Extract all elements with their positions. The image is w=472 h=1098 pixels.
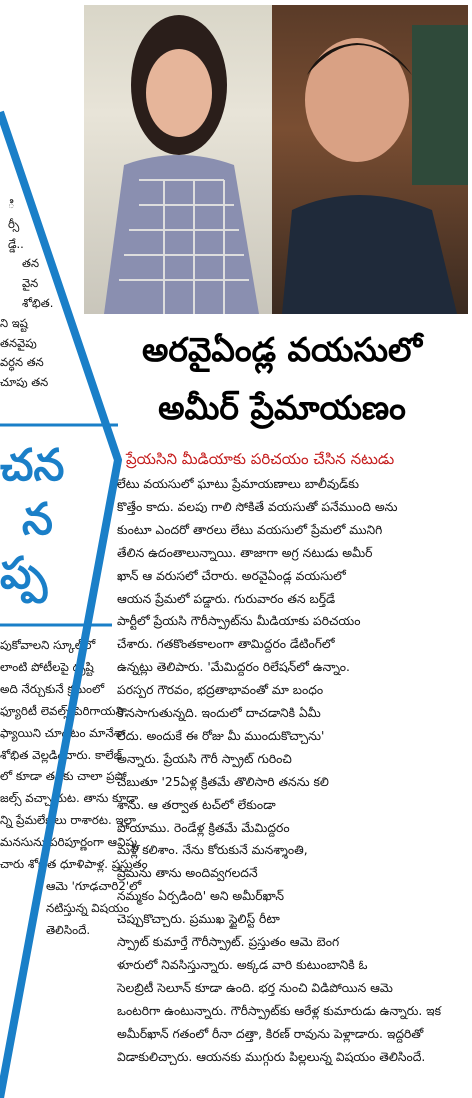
adjacent-article-line: డ్డే.. bbox=[8, 236, 24, 251]
adjacent-article-line: ర్సీ bbox=[8, 216, 20, 231]
adjacent-article-line: వర్ధన తన bbox=[0, 355, 44, 370]
adjacent-headline-fragment: న bbox=[22, 494, 53, 545]
adjacent-article-line: ఫ్యూరిటీ లెవల్స్ పెరిగాయని, bbox=[0, 703, 128, 718]
article-line: చెబుతూ '25ఏళ్ల క్రితమే తొలిసారి తనను కలి bbox=[117, 774, 329, 789]
adjacent-headline-fragment: చన bbox=[0, 440, 65, 491]
article-line: శాను. ఆ తర్వాత టచ్‌లో లేకుండా bbox=[117, 797, 276, 812]
adjacent-article-line: ఆమె 'గూఢచారి2'లో bbox=[46, 878, 142, 893]
adjacent-article-line: ఫ్యాయిని చూడటం మానేశా bbox=[0, 725, 125, 740]
article-line: స్ప్రాట్ కుమార్తే గౌరీస్ప్రాట్. ప్రస్తుతం ఆమె బెంగ bbox=[117, 935, 340, 949]
article-line: ఖాన్ ఆ వరుసలో చేరారు. అరవైఏండ్ల వయసులో bbox=[117, 568, 346, 583]
adjacent-article-line: న్ని ప్రేమలేఖలు రాశారట. ఇలా bbox=[0, 813, 136, 828]
article-line: సెలబ్రిటీ సెలూన్ కూడా ఉంది. భర్త నుంచి విడిపోయిన ఆమె bbox=[117, 980, 393, 995]
adjacent-article-line: తన bbox=[22, 256, 40, 271]
article-line: పరస్పర గౌరవం, భద్రతాభావంతో మా బంధం bbox=[117, 683, 324, 698]
article-line: తేలిన ఉదంతాలున్నాయి. తాజాగా అగ్ర నటుడు అమీర్ bbox=[117, 545, 373, 560]
article-line: విడాకులిచ్చారు. ఆయనకు ముగ్గురు పిల్లలున్న విషయం తెలిసిందే. bbox=[117, 1049, 426, 1064]
article-line: మళ్లీ కలిశాం. నేను కోరుకునే మనశ్శాంతి, bbox=[117, 843, 308, 858]
adjacent-article-line: మనసును పరిపూర్ణంగా ఆవిష్క bbox=[0, 835, 141, 850]
article-line: అన్నారు. ప్రేయసి గౌరీ స్ప్రాట్ గురించి bbox=[117, 751, 292, 766]
article-line: ళూరులో నివసిస్తున్నారు. అక్కడ వారి కుటుంబానికి ఓ bbox=[117, 957, 368, 972]
subheadline: ప్రేయసిని మీడియాకు పరిచయం చేసిన నటుడు bbox=[126, 450, 395, 468]
adjacent-article-line: తెలిసిందే. bbox=[46, 922, 91, 937]
adjacent-article-line: చూపు తన bbox=[0, 375, 49, 390]
adjacent-article-line: శోభిత. bbox=[22, 296, 54, 310]
article-line: చెప్పుకొచ్చారు. ప్రముఖ స్టైలిస్ట్ రీటా bbox=[117, 912, 280, 927]
adjacent-article-line: అది నేర్చుకునే క్రమంలో bbox=[0, 681, 105, 696]
photo-woman bbox=[84, 5, 272, 314]
adjacent-article-line: ని ఇష్ట bbox=[0, 315, 28, 330]
adjacent-article-line: శోభిత వెల్లడించారు. కాలేజ్ bbox=[0, 747, 123, 762]
article-line: కొనసాగుతున్నది. ఇందులో దాచడానికి ఏమీ bbox=[117, 706, 321, 720]
adjacent-article-line: వైన bbox=[22, 276, 39, 291]
adjacent-article-line: నటిస్తున్న విషయం bbox=[46, 900, 130, 915]
article-line: ప్రేమను తాను అందివ్వగలదనే bbox=[117, 866, 258, 881]
headline-line-2: అమీర్ ప్రేమాయణం bbox=[158, 388, 406, 427]
adjacent-article-line: తనవైపు bbox=[0, 335, 37, 350]
headline-line-1: అరవైఏండ్ల వయసులో bbox=[142, 330, 422, 369]
article-line: చేశారు. గతకొంతకాలంగా తామిద్దరం డేటింగ్‌లో bbox=[117, 637, 335, 652]
article-line: లేటు వయసులో ఘాటు ప్రేమాయణాలు బాలీవుడ్‌కు bbox=[117, 477, 359, 491]
article-line: పోయాము. రెండేళ్ల క్రితమే మేమిద్దరం bbox=[117, 820, 290, 835]
adjacent-headline-fragment: ప్ప bbox=[0, 548, 48, 599]
adjacent-article-line: ి bbox=[8, 197, 15, 211]
photo-man bbox=[272, 5, 468, 314]
article-line: ఉన్నట్లు తెలిపారు. 'మేమిద్దరం రిలేషన్‌లో ఉన్నాం. bbox=[117, 660, 350, 675]
adjacent-article-line: జల్స్ వచ్చాయట. తాను కూడా bbox=[0, 791, 139, 806]
article-line: ఆయన ప్రేమలో పడ్డారు. గురువారం తన బర్త్‌డే bbox=[117, 591, 336, 606]
adjacent-article-line: చారు శోభిత ధూళిపాళ్ల. ప్రస్తుతం bbox=[0, 857, 148, 871]
article-line: నమ్మకం ఏర్పడింది' అని అమీర్‌ఖాన్ bbox=[117, 889, 284, 904]
article-line: లేదు. అందుకే ఈ రోజు మీ ముందుకొచ్చాను' bbox=[117, 728, 325, 743]
article-line: కొత్తేం కాదు. వలపు గాలి సోకితే వయసుతో పనేముంది అను bbox=[117, 499, 398, 514]
adjacent-article-line: లో కూడా తనకు చాలా ప్రపో bbox=[0, 769, 127, 784]
article-line: పార్టీలో ప్రేయసి గౌరీస్ప్రాట్‌ను మీడియాకు పరిచయం bbox=[117, 614, 361, 629]
article-line: అమీర్‌ఖాన్ గతంలో రీనా దత్తా, కిరణ్ రావును పెళ్లాడారు. ఇద్దరితో bbox=[117, 1026, 424, 1041]
adjacent-article-line: లాంటి పోటీలపై దృష్టి bbox=[0, 659, 94, 674]
adjacent-article-line: పుకోవాలని స్కూల్‌లో bbox=[0, 638, 96, 652]
article-line: ఒంటరిగా ఉంటున్నారు. గౌరీస్ప్రాట్‌కు ఆరేళ్ల కుమారుడు ఉన్నారు. ఇక bbox=[117, 1003, 442, 1018]
article-line: కుంటూ ఎందరో తారలు లేటు వయసులో ప్రేమలో మునిగి bbox=[117, 522, 383, 537]
article-photo bbox=[84, 5, 468, 314]
